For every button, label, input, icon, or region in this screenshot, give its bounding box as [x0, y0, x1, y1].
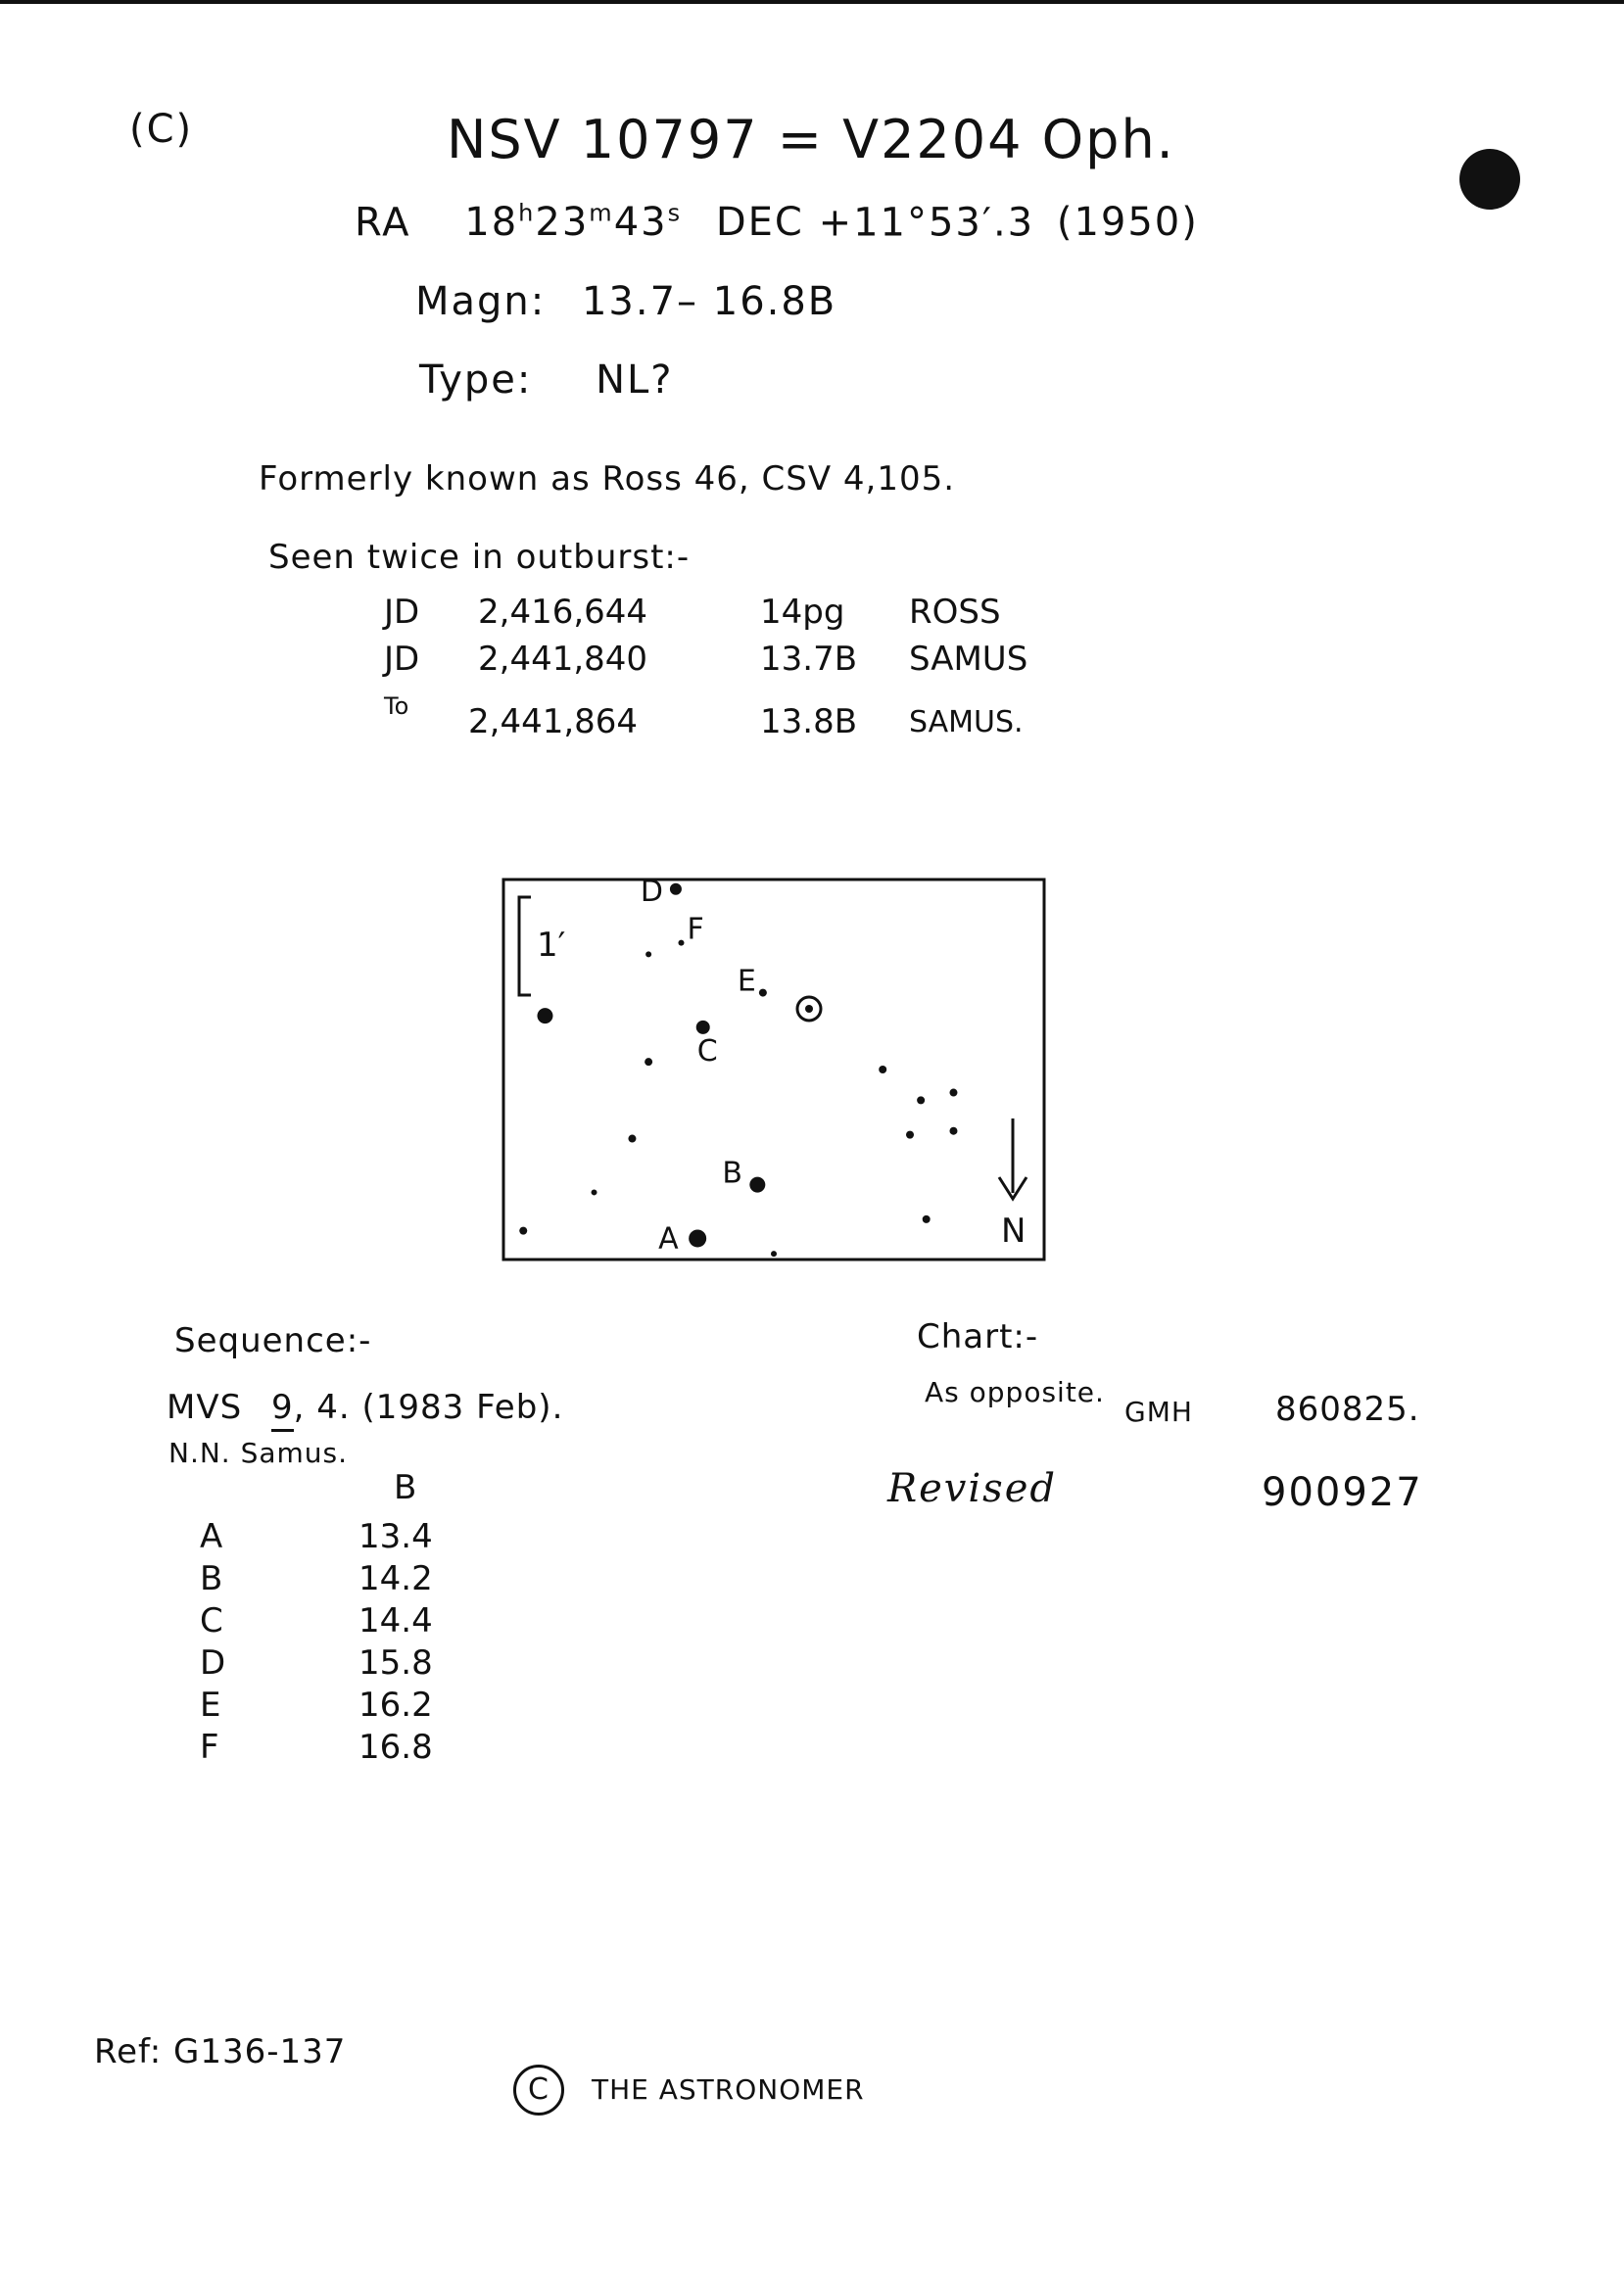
dec-value: +11°53′.3 — [818, 200, 1035, 246]
variable-star-marker — [797, 997, 821, 1021]
section-label: (C) — [129, 107, 194, 152]
copyright-line — [513, 2065, 865, 2116]
star-c — [696, 1021, 710, 1034]
sequence-mag: 13.4 — [358, 1517, 433, 1556]
copyright-symbol: C — [513, 2065, 564, 2116]
field-star — [592, 1189, 597, 1195]
sequence-star-column — [200, 1516, 225, 1769]
chart-note-text: As opposite. — [925, 1376, 1105, 1408]
outburst-observer: ROSS — [909, 593, 1001, 632]
outburst-mag: 14pg — [760, 593, 845, 632]
outburst-date: 2,441,864 — [468, 702, 639, 741]
outburst-date: 2,441,840 — [478, 640, 648, 679]
ra-label: RA — [355, 200, 411, 246]
star-designation: NSV 10797 = V2204 Oph. — [447, 109, 1175, 170]
outburst-observer: SAMUS. — [909, 705, 1024, 739]
epoch: (1950) — [1056, 200, 1199, 246]
outburst-mag: 13.8B — [760, 702, 858, 741]
field-star — [519, 1227, 527, 1235]
outburst-jd-label: JD — [384, 593, 420, 632]
coordinates — [355, 200, 1199, 246]
ink-blot-mark — [1459, 149, 1520, 210]
reference: Ref: G136-137 — [94, 2032, 347, 2071]
outburst-mags — [760, 592, 857, 748]
finder-chart — [502, 878, 1046, 1261]
sequence-star: C — [200, 1601, 223, 1641]
sequence-title: Sequence:- — [174, 1321, 372, 1360]
star-b — [749, 1177, 765, 1193]
field-star — [906, 1131, 914, 1139]
sequence-star: B — [200, 1559, 223, 1598]
dec-label: DEC — [715, 200, 804, 246]
outburst-date: 2,416,644 — [478, 593, 648, 632]
sequence-mag: 16.8 — [358, 1728, 433, 1767]
field-star — [771, 1251, 777, 1257]
field-star — [879, 1066, 886, 1073]
scale-bar-bracket — [519, 897, 531, 995]
star-a — [689, 1229, 706, 1247]
outburst-observers — [909, 592, 1027, 748]
outburst-note: Seen twice in outburst:- — [268, 538, 691, 577]
chart-note-date: 860825. — [1275, 1390, 1420, 1429]
chart-note-title: Chart:- — [917, 1317, 1039, 1356]
top-edge-rule — [0, 0, 1624, 4]
sequence-mag-column — [358, 1516, 433, 1769]
star-label-f: F — [687, 912, 704, 947]
outburst-jd-label: JD — [384, 640, 420, 679]
field-star — [923, 1215, 931, 1223]
sequence-mag: 14.2 — [358, 1559, 433, 1598]
north-label: N — [1001, 1212, 1027, 1251]
sequence-source-detail: , 4. (1983 Feb). — [293, 1388, 564, 1427]
sequence-star: E — [200, 1686, 221, 1725]
star-d — [670, 883, 682, 895]
outburst-to-label: To — [384, 692, 409, 720]
revised-date: 900927 — [1262, 1470, 1423, 1515]
outburst-mag: 13.7B — [760, 640, 858, 679]
field-star — [537, 1008, 552, 1023]
sequence-mag: 14.4 — [358, 1601, 433, 1641]
outburst-jd-labels — [384, 592, 419, 733]
formerly-known-note: Formerly known as Ross 46, CSV 4,105. — [259, 459, 956, 499]
field-star — [949, 1089, 957, 1097]
type-line — [419, 357, 674, 403]
chart-stars — [519, 878, 957, 1257]
type-label: Type: — [419, 357, 533, 403]
field-star — [917, 1096, 925, 1104]
outburst-dates — [468, 592, 648, 748]
magn-range: 13.7– 16.8B — [581, 279, 837, 324]
sequence-author: N.N. Samus. — [168, 1437, 349, 1469]
sequence-mag: 16.2 — [358, 1686, 433, 1725]
star-f — [678, 940, 684, 946]
star-e — [759, 989, 767, 997]
revised-label: Revised — [887, 1466, 1057, 1511]
outburst-observer: SAMUS — [909, 640, 1028, 679]
magnitude-line — [415, 279, 837, 324]
scale-bar-label: 1′ — [537, 926, 566, 965]
sequence-band: B — [394, 1468, 418, 1507]
sequence-star: D — [200, 1643, 226, 1683]
field-star — [949, 1127, 957, 1135]
star-label-c: C — [696, 1033, 718, 1069]
sequence-star: A — [200, 1517, 223, 1556]
magn-label: Magn: — [415, 279, 547, 324]
ra-value: 18$^h$23$^m$43$^s$ — [464, 200, 683, 246]
sequence-source-volume: 9 — [271, 1388, 294, 1432]
chart-note-initials: GMH — [1124, 1396, 1193, 1428]
field-star — [645, 951, 651, 957]
star-label-b: B — [722, 1156, 742, 1191]
star-label-e: E — [737, 964, 756, 999]
sequence-star: F — [200, 1728, 219, 1767]
type-value: NL? — [596, 357, 674, 403]
star-label-a: A — [658, 1221, 679, 1257]
sequence-mag: 15.8 — [358, 1643, 433, 1683]
star-label-d: D — [640, 878, 664, 909]
chart-frame — [503, 880, 1044, 1260]
field-star — [645, 1058, 652, 1066]
copyright-text: THE ASTRONOMER — [592, 2073, 865, 2106]
sequence-source-prefix: MVS — [167, 1388, 243, 1427]
sequence-source — [167, 1388, 564, 1427]
field-star — [628, 1135, 636, 1143]
